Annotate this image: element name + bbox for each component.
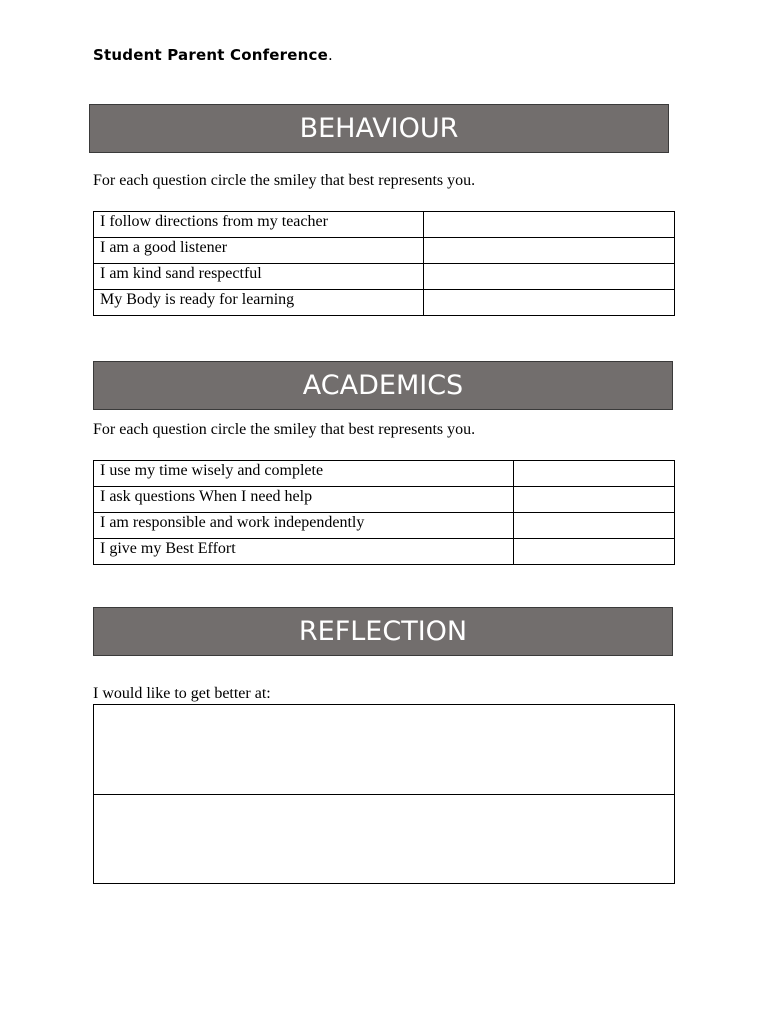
academics-answer-cell[interactable] (514, 461, 675, 487)
behaviour-instruction: For each question circle the smiley that best represents you. (93, 172, 476, 189)
academics-answer-cell[interactable] (514, 539, 675, 565)
table-row (94, 238, 675, 264)
table-row (94, 513, 675, 539)
behaviour-answer-cell[interactable] (424, 264, 675, 290)
page-title (93, 46, 333, 64)
table-row (94, 290, 675, 316)
academics-answer-cell[interactable] (514, 513, 675, 539)
behaviour-question: I am a good listener (94, 238, 424, 264)
behaviour-table (93, 211, 675, 316)
page-title-period: . (328, 46, 333, 64)
table-row (94, 461, 675, 487)
table-row (94, 212, 675, 238)
academics-question: I give my Best Effort (94, 539, 514, 565)
academics-question: I am responsible and work independently (94, 513, 514, 539)
behaviour-answer-cell[interactable] (424, 212, 675, 238)
table-row (94, 539, 675, 565)
behaviour-answer-cell[interactable] (424, 238, 675, 264)
reflection-heading: REFLECTION (93, 607, 673, 656)
behaviour-question: I am kind sand respectful (94, 264, 424, 290)
academics-question: I use my time wisely and complete (94, 461, 514, 487)
table-row (94, 487, 675, 513)
academics-question: I ask questions When I need help (94, 487, 514, 513)
academics-heading: ACADEMICS (93, 361, 673, 410)
academics-instruction: For each question circle the smiley that best represents you. (93, 421, 476, 438)
behaviour-question: I follow directions from my teacher (94, 212, 424, 238)
reflection-prompt: I would like to get better at: (93, 685, 271, 702)
academics-answer-cell[interactable] (514, 487, 675, 513)
reflection-answer-box-1[interactable] (93, 704, 675, 795)
reflection-answer-box-2[interactable] (93, 794, 675, 884)
behaviour-heading: BEHAVIOUR (89, 104, 669, 153)
behaviour-answer-cell[interactable] (424, 290, 675, 316)
table-row (94, 264, 675, 290)
academics-table (93, 460, 675, 565)
page-title-text: Student Parent Conference (93, 46, 328, 64)
behaviour-question: My Body is ready for learning (94, 290, 424, 316)
